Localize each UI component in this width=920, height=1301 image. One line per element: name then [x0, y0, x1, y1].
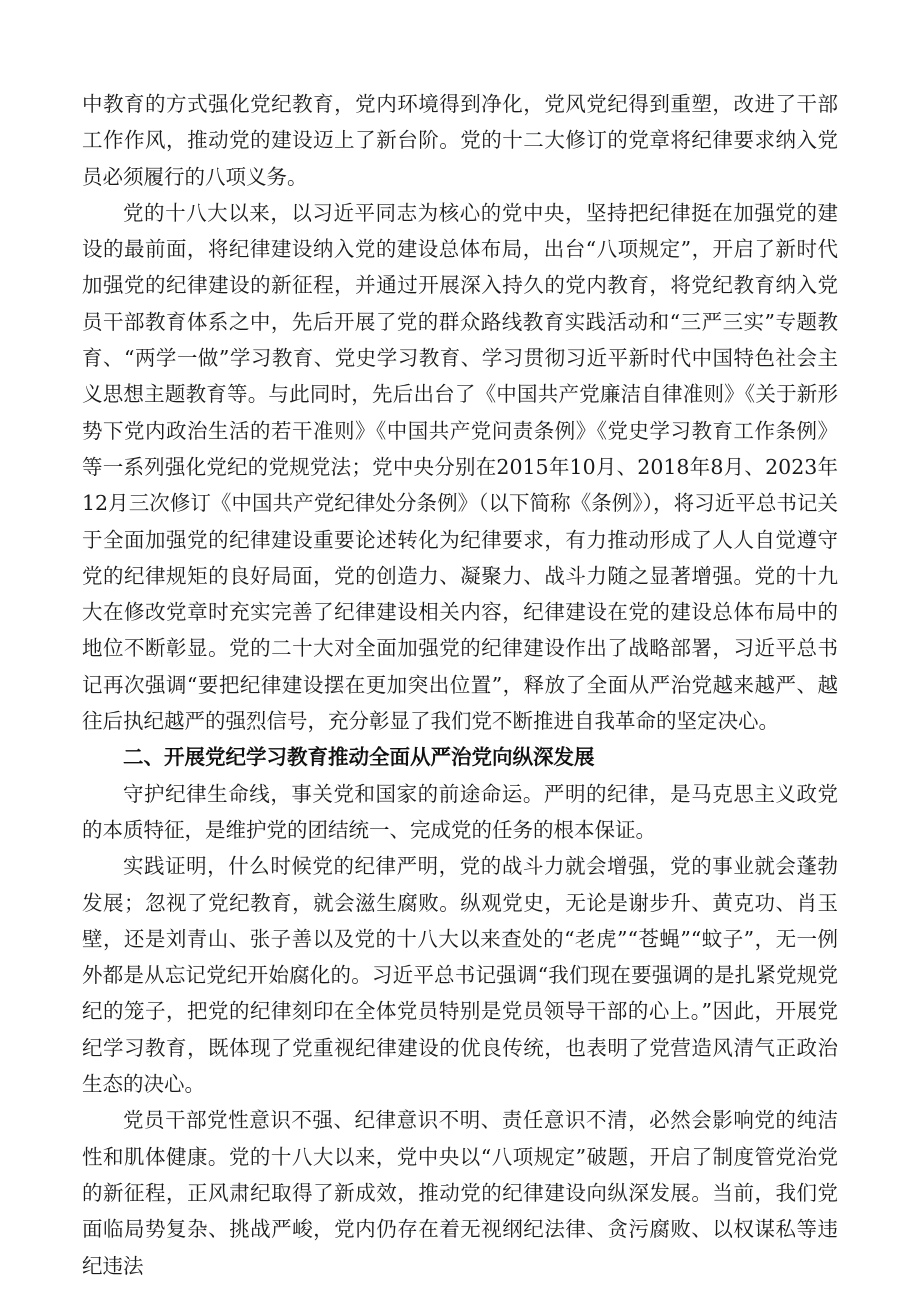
section-heading: 二、开展党纪学习教育推动全面从严治党向纵深发展: [123, 745, 595, 770]
document-body: [82, 86, 838, 1284]
paragraph-discipline-since-18th-congress: 党的十八大以来，以习近平同志为核心的党中央，坚持把纪律挺在加强党的建设的最前面，将纪律建设纳入党的建设总体布局，出台“八项规定”，开启了新时代加强党的纪律建设的新征程，并通过开展深入持久的党内教育，将党纪教育纳入党员干部教育体系之中，先后开展了党的群众路线教育实践活动和“三严三实”专题教育、“两学一做”学习教育、党史学习教育、学习贯彻习近平新时代中国特色社会主义思想主题教育等。与此同时，先后出台了《中国共产党廉洁自律准则》《关于新形势下党内政治生活的若干准则》《中国共产党问责条例》《党史学习教育工作条例》等一系列强化党纪的党规党法；党中央分别在2015年10月、2018年8月、2023年12月三次修订《中国共产党纪律处分条例》（以下简称《条例》），将习近平总书记关于全面加强党的纪律建设重要论述转化为纪律要求，有力推动形成了人人自觉遵守党的纪律规矩的良好局面，党的创造力、凝聚力、战斗力随之显著增强。党的十九大在修改党章时充实完善了纪律建设相关内容，纪律建设在党的建设总体布局中的地位不断彰显。党的二十大对全面加强党的纪律建设作出了战略部署，习近平总书记再次强调“要把纪律建设摆在更加突出位置”，释放了全面从严治党越来越严、越往后执纪越严的强烈信号，充分彰显了我们党不断推进自我革命的坚定决心。: [82, 200, 838, 734]
paragraph-continuation: 中教育的方式强化党纪教育，党内环境得到净化，党风党纪得到重塑，改进了干部工作作风，推动党的建设迈上了新台阶。党的十二大修订的党章将纪律要求纳入党员必须履行的八项义务。: [82, 92, 838, 189]
paragraph-party-members-awareness: 党员干部党性意识不强、纪律意识不明、责任意识不清，必然会影响党的纯洁性和肌体健康。党的十八大以来，党中央以“八项规定”破题，开启了制度管党治党的新征程，正风肃纪取得了新成效，推动党的纪律建设向纵深发展。当前，我们党面临局势复杂、挑战严峻，党内仍存在着无视纲纪法律、贪污腐败、以权谋私等违纪违法: [82, 1108, 838, 1278]
paragraph-discipline-lifeline: 守护纪律生命线，事关党和国家的前途命运。严明的纪律，是马克思主义政党的本质特征，是维护党的团结统一、完成党的任务的根本保证。: [82, 781, 838, 842]
paragraph-practice-proves: 实践证明，什么时候党的纪律严明，党的战斗力就会增强，党的事业就会蓬勃发展；忽视了党纪教育，就会滋生腐败。纵观党史，无论是谢步升、黄克功、肖玉壁，还是刘青山、张子善以及党的十八大以来查处的“老虎”“苍蝇”“蚊子”，无一例外都是从忘记党纪开始腐化的。习近平总书记强调“我们现在要强调的是扎紧党规党纪的笼子，把党的纪律刻印在全体党员特别是党员领导干部的心上。”因此，开展党纪学习教育，既体现了党重视纪律建设的优良传统，也表明了党营造风清气正政治生态的决心。: [82, 854, 838, 1097]
